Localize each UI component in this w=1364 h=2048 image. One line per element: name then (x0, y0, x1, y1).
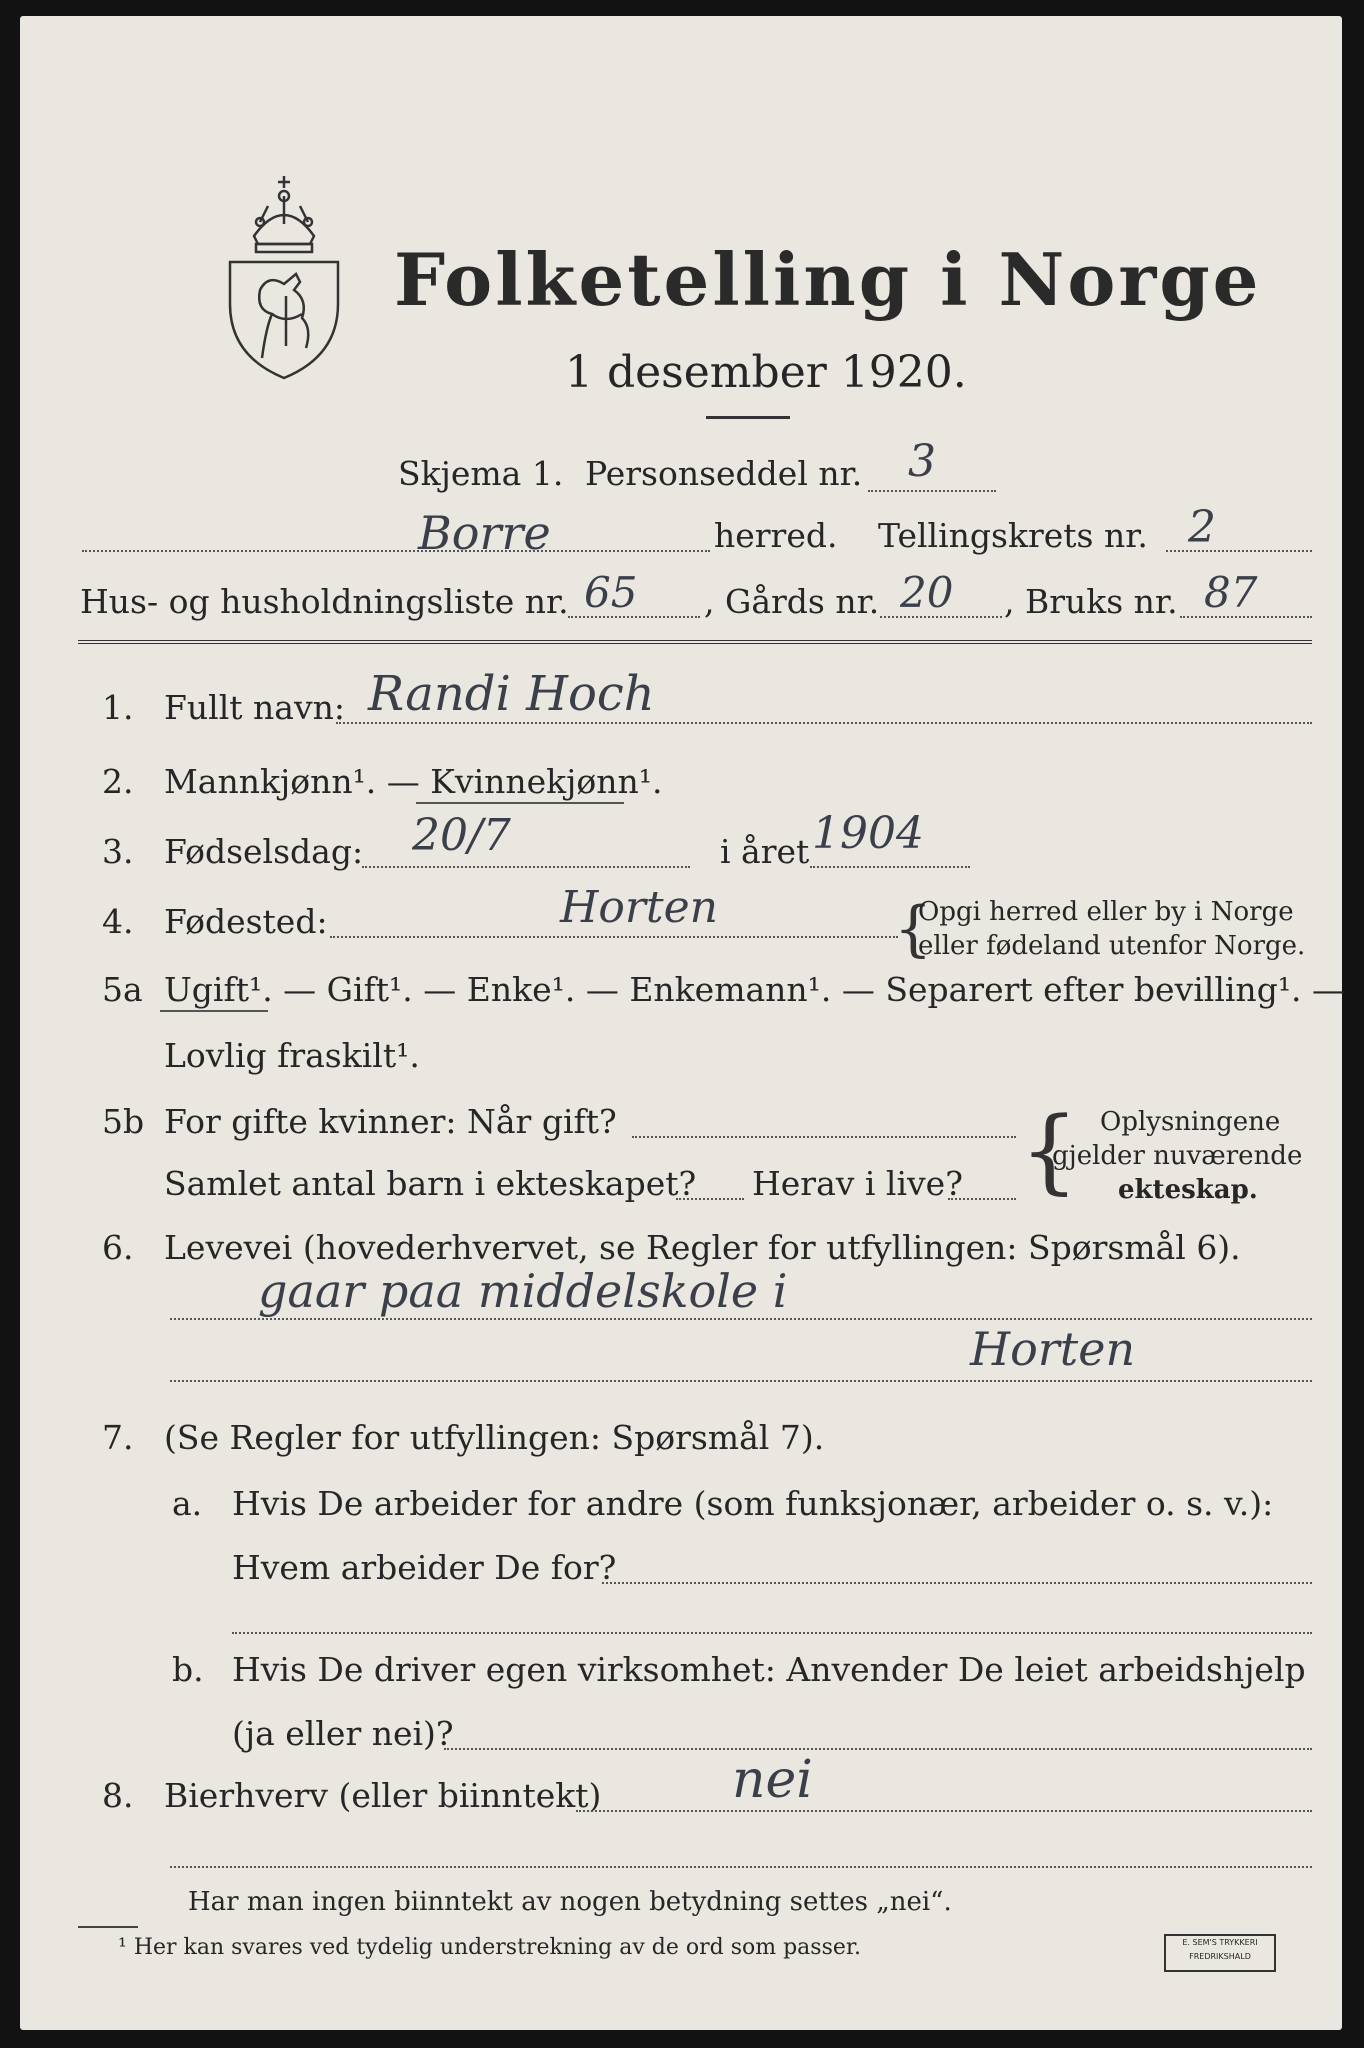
q3-year-line (810, 866, 970, 868)
title-rule (706, 416, 790, 419)
q2-label: Mannkjønn¹. — Kvinnekjønn¹. (164, 762, 663, 801)
q7b-line1: Hvis De driver egen virksomhet: Anvender De leiet arbeidshjelp (232, 1650, 1306, 1689)
tellingskrets-label: Tellingskrets nr. (878, 516, 1148, 555)
q8-value: nei (732, 1750, 813, 1810)
hus-label: Hus- og husholdningsliste nr. (80, 582, 569, 621)
printer-mark (1164, 1934, 1276, 1972)
q7a-line1: Hvis De arbeider for andre (som funksjonær, arbeider o. s. v.): (232, 1484, 1274, 1523)
q5b-children-line (676, 1198, 744, 1200)
q7b-line2: (ja eller nei)? (232, 1714, 454, 1753)
q5b-note-line3: ekteskap. (1118, 1175, 1258, 1205)
bruks-label: , Bruks nr. (1004, 582, 1178, 621)
coat-of-arms-icon (226, 166, 342, 380)
q7a-letter: a. (172, 1484, 203, 1523)
q7-label: (Se Regler for utfyllingen: Spørsmål 7). (164, 1418, 825, 1457)
q5b-note-line1: Oplysningene (1100, 1107, 1281, 1137)
q5a-underline (160, 1010, 268, 1012)
q4-note-line1: Opgi herred eller by i Norge (918, 897, 1294, 927)
q4-label: Fødested: (164, 902, 328, 941)
personseddel-value: 3 (908, 436, 936, 487)
q6-value-line1: gaar paa middelskole i (258, 1264, 788, 1318)
q6-value-line2: Horten (970, 1322, 1136, 1376)
q5b-note-line2: gjelder nuværende (1052, 1141, 1303, 1171)
footer-rule (78, 1926, 138, 1928)
personseddel-label: Personseddel nr. (585, 454, 863, 493)
gards-value: 20 (900, 568, 954, 617)
q1-value: Randi Hoch (368, 666, 655, 722)
q8-label: Bierhverv (eller biinntekt) (164, 1776, 602, 1815)
q1-line (336, 722, 1312, 724)
q8-number: 8. (102, 1776, 134, 1815)
q3-year-value: 1904 (812, 808, 924, 859)
q5b-line1: For gifte kvinner: Når gift? (164, 1102, 617, 1141)
q4-note-line2: eller fødeland utenfor Norge. (918, 931, 1306, 961)
q5a-number: 5a (102, 970, 143, 1009)
q7b-letter: b. (172, 1650, 204, 1689)
q4-value: Horten (560, 882, 718, 933)
q7a-extra-line (232, 1632, 1312, 1634)
q5a-line1: Ugift¹. — Gift¹. — Enke¹. — Enkemann¹. — Separert efter bevilling¹. — (164, 970, 1346, 1009)
herred-line (82, 550, 710, 552)
q3-year-label: i året (720, 832, 810, 871)
q5b-line2a: Samlet antal barn i ekteskapet? (164, 1164, 697, 1203)
q5b-line2b: Herav i live? (752, 1164, 963, 1203)
schema-label: Skjema 1. (398, 454, 564, 493)
q2-number: 2. (102, 762, 134, 801)
census-form-sheet (20, 16, 1346, 2030)
q2-underline (416, 802, 624, 804)
q6-label: Levevei (hovederhvervet, se Regler for utfyllingen: Spørsmål 6). (164, 1228, 1241, 1267)
census-date: 1 desember 1920. (565, 347, 967, 398)
hus-value: 65 (584, 568, 638, 617)
tellingskrets-value: 2 (1188, 502, 1216, 553)
q6-line2 (170, 1380, 1312, 1382)
q4-number: 4. (102, 902, 134, 941)
q6-line1 (170, 1318, 1312, 1320)
q5a-line2: Lovlig fraskilt¹. (164, 1036, 420, 1075)
personseddel-line (868, 490, 996, 492)
q3-value: 20/7 (412, 810, 511, 861)
q1-number: 1. (102, 688, 134, 727)
printer-city: FREDRIKSHALD (1189, 1952, 1251, 1961)
q8-note: Har man ingen biinntekt av nogen betydning settes „nei“. (188, 1887, 952, 1917)
q7-number: 7. (102, 1418, 134, 1457)
q8-extra-line (170, 1866, 1312, 1868)
header-divider (78, 640, 1312, 647)
q4-brace: { (894, 894, 933, 964)
q7a-line2: Hvem arbeider De for? (232, 1548, 617, 1587)
q7b-line (444, 1748, 1312, 1750)
q5b-married-line (632, 1136, 1016, 1138)
q1-label: Fullt navn: (164, 688, 345, 727)
q7a-line (602, 1582, 1312, 1584)
q4-line (330, 936, 898, 938)
q5b-number: 5b (102, 1102, 145, 1141)
q3-label: Fødselsdag: (164, 832, 364, 871)
q3-line (362, 866, 690, 868)
q8-line (576, 1810, 1312, 1812)
gards-label: , Gårds nr. (704, 582, 880, 621)
q3-number: 3. (102, 832, 134, 871)
q6-number: 6. (102, 1228, 134, 1267)
footnote: ¹ Her kan svares ved tydelig understrekning av de ord som passer. (118, 1935, 861, 1960)
form-title: Folketelling i Norge (394, 237, 1262, 322)
q5b-brace: { (1020, 1097, 1079, 1204)
herred-value: Borre (418, 506, 551, 560)
bruks-value: 87 (1204, 568, 1258, 617)
printer-name: E. SEM'S TRYKKERI (1182, 1938, 1258, 1947)
herred-label: herred. (714, 516, 838, 555)
q5b-alive-line (948, 1198, 1016, 1200)
